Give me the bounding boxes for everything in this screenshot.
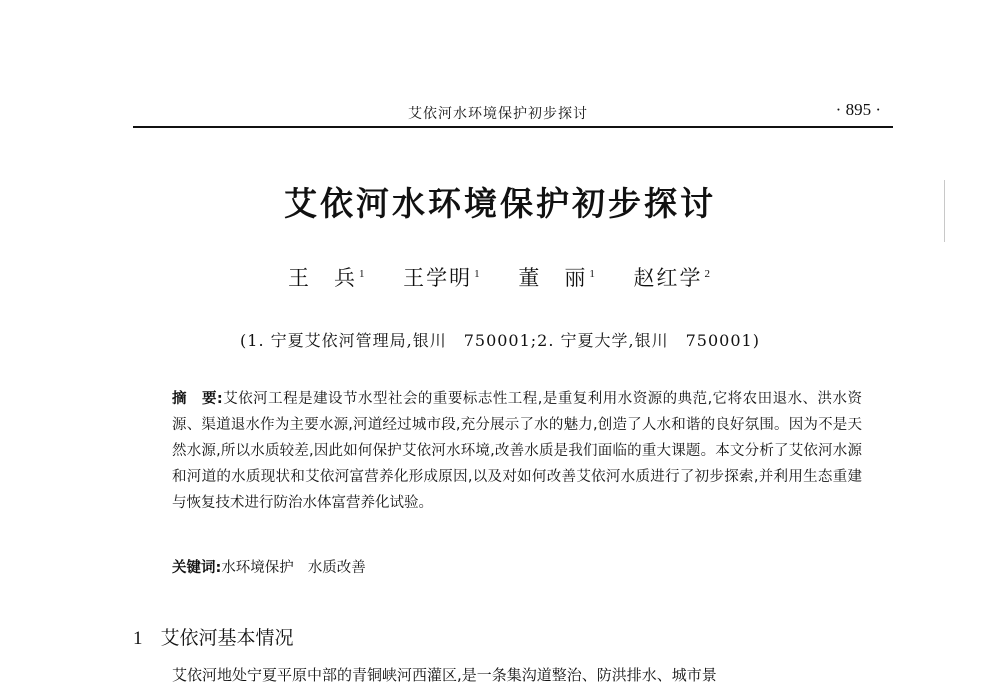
author-name: 董 丽 bbox=[518, 266, 588, 290]
keywords bbox=[172, 555, 862, 581]
author-1 bbox=[288, 262, 367, 292]
abstract bbox=[172, 386, 862, 516]
author-2 bbox=[403, 262, 482, 292]
author-affiliation-mark: 1 bbox=[474, 268, 482, 280]
keywords-label: 关键词: bbox=[172, 560, 222, 576]
author-affiliation-mark: 2 bbox=[704, 268, 713, 280]
section-number: 1 bbox=[133, 628, 143, 649]
author-name: 王 兵 bbox=[287, 266, 357, 290]
section-title: 艾依河基本情况 bbox=[160, 627, 294, 649]
author-name: 赵红学 bbox=[633, 266, 703, 290]
author-4 bbox=[634, 262, 713, 292]
author-list bbox=[0, 262, 1000, 292]
page-number: · 895 · bbox=[835, 100, 881, 119]
affiliations: (1. 宁夏艾依河管理局,银川 750001;2. 宁夏大学,银川 750001) bbox=[240, 331, 760, 350]
author-name: 王学明 bbox=[403, 266, 473, 290]
paper-title: 艾依河水环境保护初步探讨 bbox=[284, 184, 716, 223]
abstract-text: 艾依河工程是建设节水型社会的重要标志性工程,是重复利用水资源的典范,它将农田退水、洪水资源、渠道退水作为主要水源,河道经过城市段,充分展示了水的魅力,创造了人水和谐的良好氛围。因为不是天然水源,所以水质较差,因此如何保护艾依河水环境,改善水质是我们面临的重大课题。本文分析了艾依河水源和河道的水质现状和艾依河富营养化形成原因,以及对如何改善艾依河水质进行了初步探索,并利用生态重建与恢复技术进行防治水体富营养化试验。 bbox=[172, 391, 862, 511]
keyword-item: 水环境保护 bbox=[221, 560, 294, 576]
section-heading bbox=[133, 623, 294, 650]
running-header bbox=[133, 100, 893, 128]
body-text-line: 艾依河地处宁夏平原中部的青铜峡河西灌区,是一条集沟道整治、防洪排水、城市景 bbox=[172, 666, 717, 684]
keyword-item: 水质改善 bbox=[307, 560, 366, 576]
running-title: 艾依河水环境保护初步探讨 bbox=[408, 106, 588, 122]
author-affiliation-mark: 1 bbox=[358, 268, 367, 280]
abstract-label: 摘 要: bbox=[172, 391, 223, 407]
author-affiliation-mark: 1 bbox=[589, 268, 597, 280]
author-3 bbox=[518, 262, 597, 292]
